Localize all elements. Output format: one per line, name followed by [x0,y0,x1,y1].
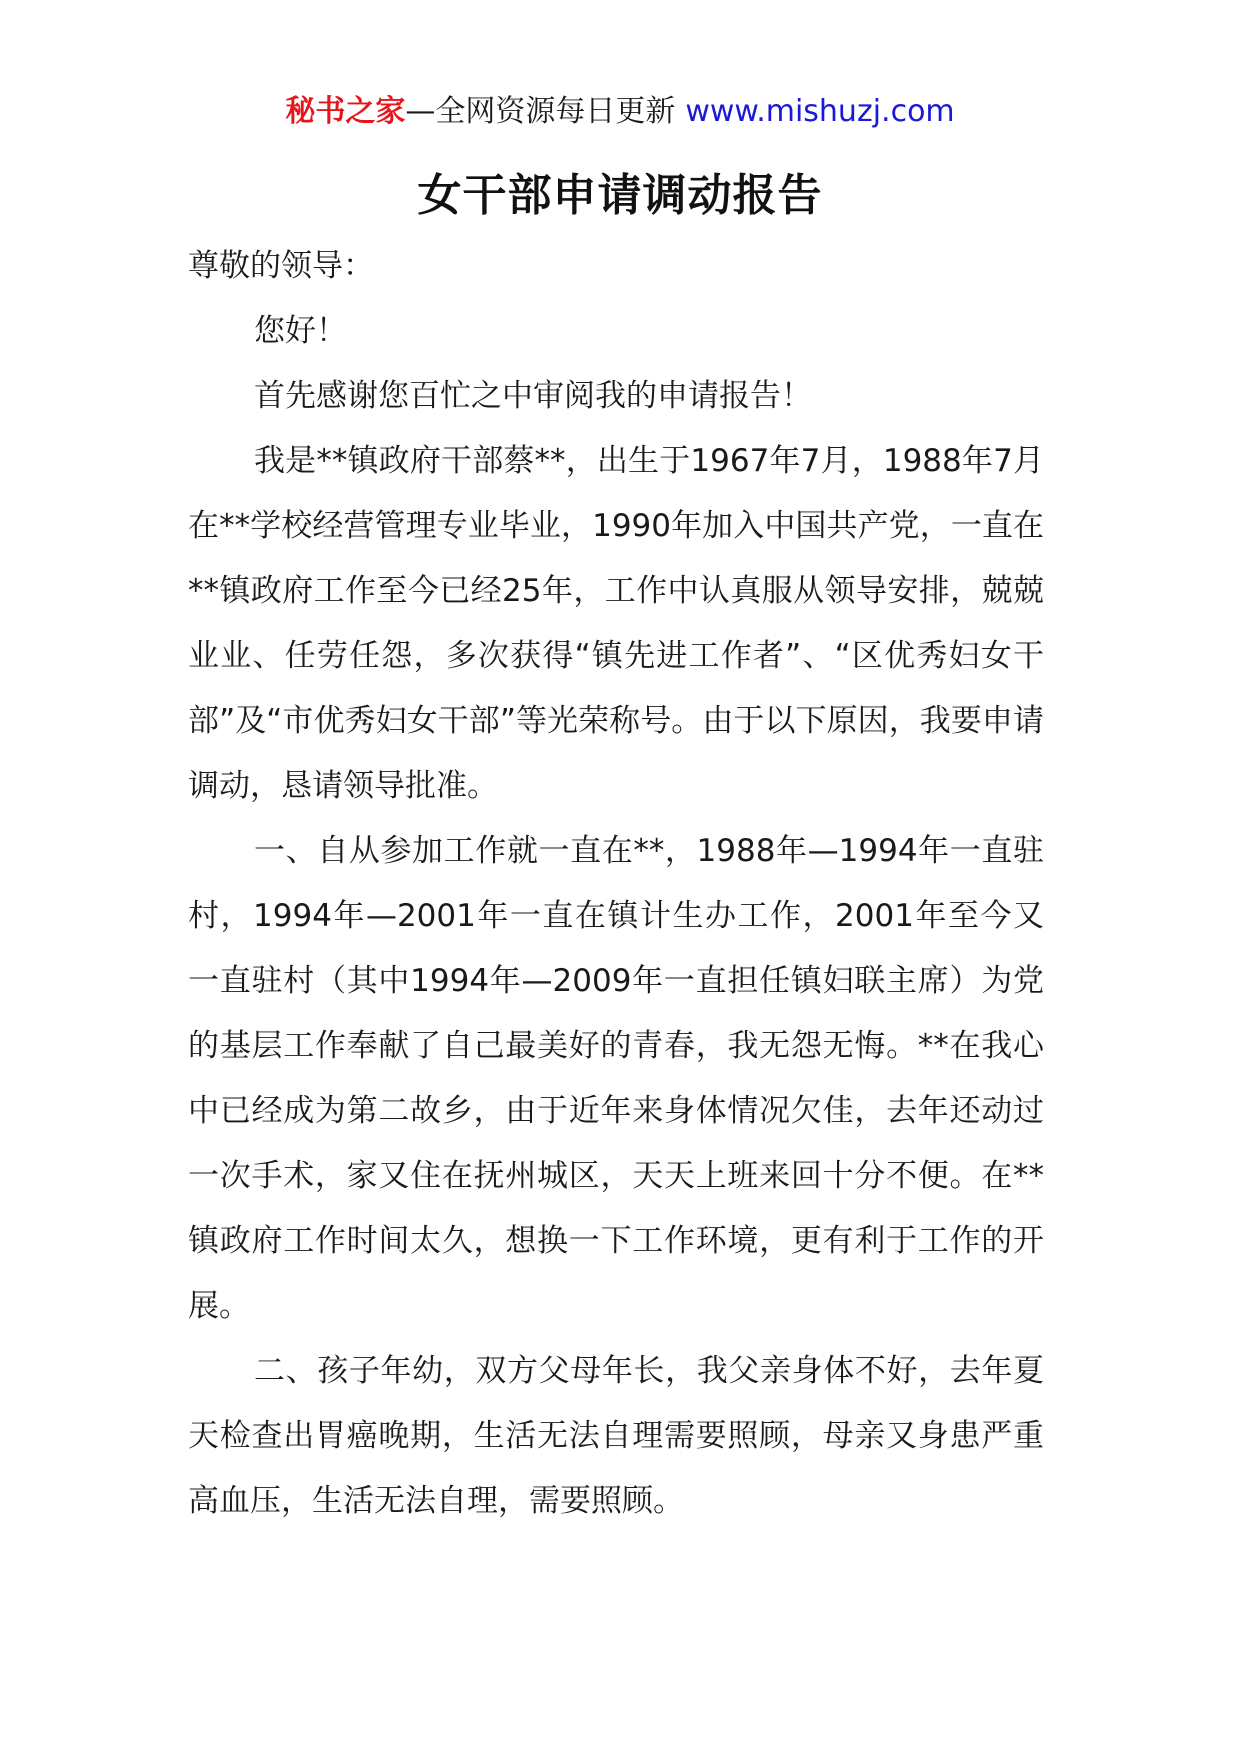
greeting: 您好！ [254,313,347,349]
document-body [188,234,1044,1534]
paragraph-reason-one: 一、自从参加工作就一直在**，1988年—1994年一直驻村，1994年—2001年一直在镇计生办工作，2001年至今又一直驻村（其中1994年—2009年一直担任镇妇联主席）为党的基层工作奉献了自己最美好的青春，我无怨无悔。**在我心中已经成为第二故乡，由于近年来身体情况欠佳，去年还动过一次手术，家又住在抚州城区，天天上班来回十分不便。在**镇政府工作时间太久，想换一下工作环境，更有利于工作的开展。 [188,833,1044,1324]
site-url-link[interactable]: www.mishuzj.com [685,94,955,129]
paragraph-intro: 首先感谢您百忙之中审阅我的申请报告！ [254,378,812,414]
site-tagline: —全网资源每日更新 [405,94,676,129]
paragraph-background: 我是**镇政府干部蔡**，出生于1967年7月，1988年7月在**学校经营管理专业毕业，1990年加入中国共产党，一直在**镇政府工作至今已经25年，工作中认真服从领导安排，兢兢业业、任劳任怨，多次获得“镇先进工作者”、“区优秀妇女干部”及“市优秀妇女干部”等光荣称号。由于以下原因，我要申请调动，恳请领导批准。 [188,443,1044,804]
salutation: 尊敬的领导： [188,248,374,284]
site-header [0,92,1240,132]
paragraph-reason-two: 二、孩子年幼，双方父母年长，我父亲身体不好，去年夏天检查出胃癌晚期，生活无法自理需要照顾，母亲又身患严重高血压，生活无法自理，需要照顾。 [188,1353,1044,1519]
document-title: 女干部申请调动报告 [417,170,823,221]
site-brand: 秘书之家 [285,94,406,129]
